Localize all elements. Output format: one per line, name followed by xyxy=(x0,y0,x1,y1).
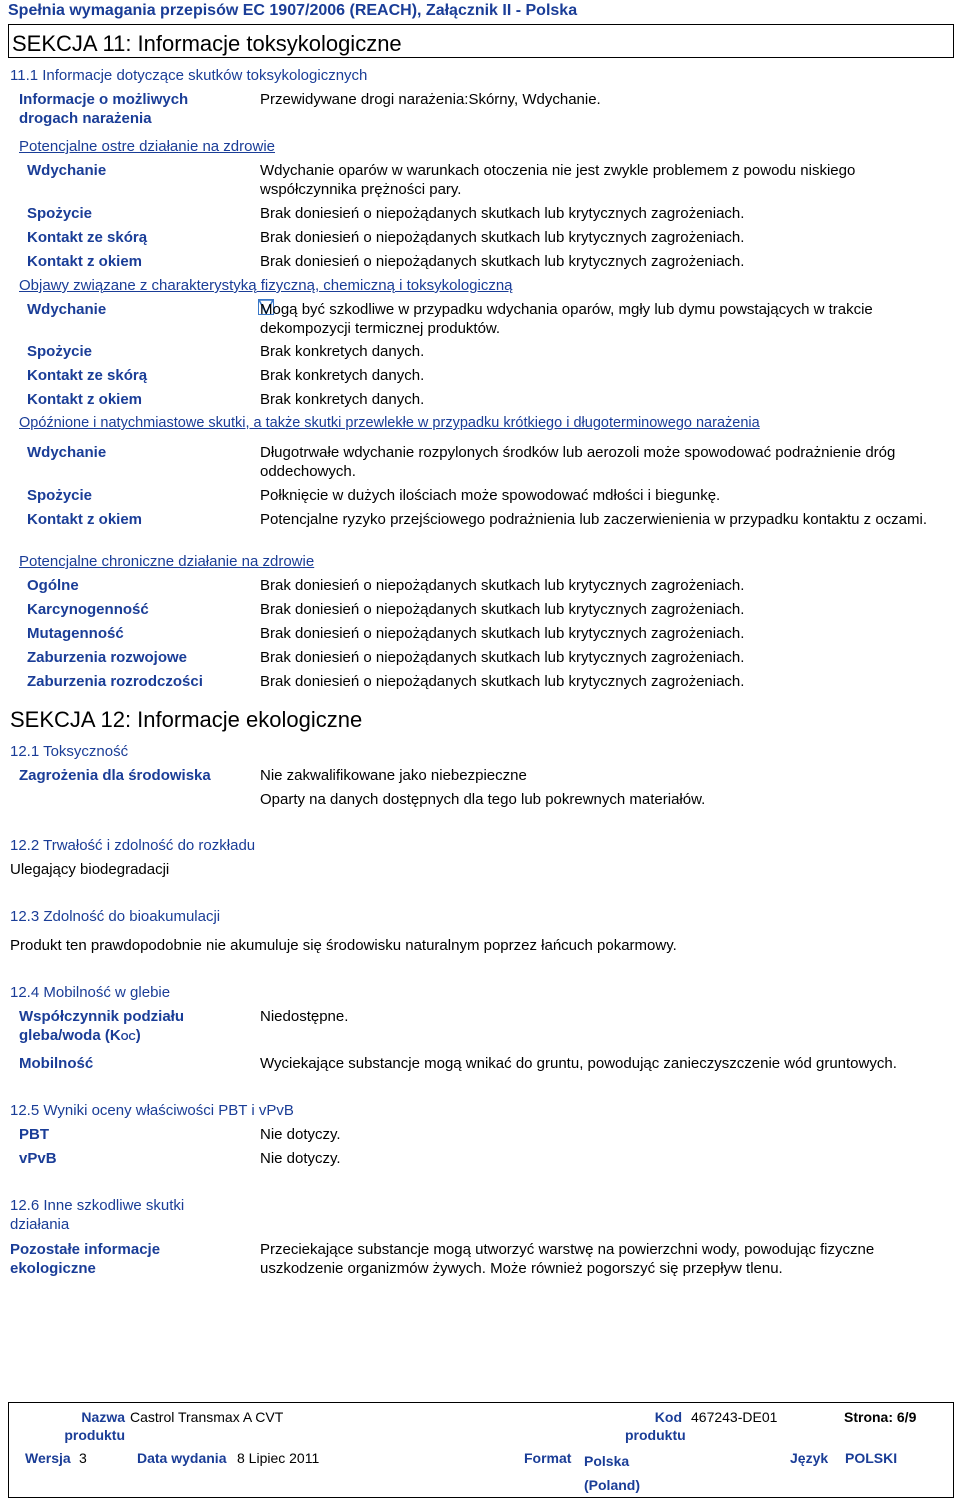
acute-label: Spożycie xyxy=(27,205,93,222)
symptoms-heading: Objawy związane z charakterystyką fizyczną, chemiczną i toksykologiczną xyxy=(19,277,513,294)
product-code-value: 467243-DE01 xyxy=(691,1409,778,1425)
acute-value: Brak doniesień o niepożądanych skutkach lub krytycznych zagrożeniach. xyxy=(260,229,745,246)
chronic-value: Brak doniesień o niepożądanych skutkach lub krytycznych zagrożeniach. xyxy=(260,577,745,594)
page-number: Strona: 6/9 xyxy=(844,1409,917,1425)
format-value: Polska (Poland) xyxy=(584,1453,640,1493)
chronic-label: Zaburzenia rozwojowe xyxy=(27,649,188,666)
product-name-label: Nazwa produktu xyxy=(64,1409,125,1443)
delayed-label: Kontakt z okiem xyxy=(27,511,143,528)
biodegradability-value: Ulegający biodegradacji xyxy=(10,861,170,878)
mobility-label: Mobilność xyxy=(19,1055,94,1072)
product-name-value: Castrol Transmax A CVT xyxy=(130,1409,284,1425)
symptoms-label: Wdychanie xyxy=(27,301,107,318)
version-label: Wersja xyxy=(25,1450,71,1466)
acute-value: Brak doniesień o niepożądanych skutkach lub krytycznych zagrożeniach. xyxy=(260,205,745,222)
issue-date-value: 8 Lipiec 2011 xyxy=(237,1450,320,1466)
subsection-12-3: 12.3 Zdolność do bioakumulacji xyxy=(10,908,221,925)
env-hazard-value: Nie zakwalifikowane jako niebezpieczne xyxy=(260,767,527,784)
delayed-heading: Opóźnione i natychmiastowe skutki, a także skutki przewlekłe w przypadku krótkiego i długoterminowego narażenia xyxy=(19,415,760,431)
pbt-label: PBT xyxy=(19,1126,49,1143)
subsection-12-5: 12.5 Wyniki oceny właściwości PBT i vPvB xyxy=(10,1102,294,1119)
chronic-heading: Potencjalne chroniczne działanie na zdrowie xyxy=(19,553,315,570)
subsection-12-1: 12.1 Toksyczność xyxy=(10,743,129,760)
symptoms-value: Brak konkretych danych. xyxy=(260,391,425,408)
product-code-label: Kod produktu xyxy=(625,1409,686,1443)
language-value: POLSKI xyxy=(845,1450,898,1466)
symptoms-label: Kontakt z okiem xyxy=(27,391,143,408)
env-hazard-label: Zagrożenia dla środowiska xyxy=(19,767,211,784)
chronic-label: Zaburzenia rozrodczości xyxy=(27,673,203,690)
bioaccumulation-value: Produkt ten prawdopodobnie nie akumuluje się środowisku naturalnym poprzez łańcuch pokarmowy. xyxy=(10,937,677,954)
acute-label: Kontakt ze skórą xyxy=(27,229,148,246)
symptoms-value: Mogą być szkodliwe w przypadku wdychania oparów, mgły lub dymu powstających w trakcie dekompozycji termicznej produktów. xyxy=(260,301,873,337)
chronic-value: Brak doniesień o niepożądanych skutkach lub krytycznych zagrożeniach. xyxy=(260,601,745,618)
chronic-label: Mutagenność xyxy=(27,625,124,642)
symptoms-value: Brak konkretych danych. xyxy=(260,367,425,384)
exposure-value: Przewidywane drogi narażenia:Skórny, Wdychanie. xyxy=(260,91,601,108)
pbt-value: Nie dotyczy. xyxy=(260,1126,341,1143)
section-12-title: SEKCJA 12: Informacje ekologiczne xyxy=(10,707,363,732)
acute-label: Wdychanie xyxy=(27,162,107,179)
exposure-label: Informacje o możliwych drogach narażenia xyxy=(19,91,189,127)
mobility-value: Wyciekające substancje mogą wnikać do gruntu, powodując zanieczyszczenie wód gruntowych. xyxy=(260,1055,897,1072)
regulation-header: Spełnia wymagania przepisów EC 1907/2006 (REACH), Załącznik II - Polska xyxy=(8,2,578,19)
symptoms-value: Brak konkretych danych. xyxy=(260,343,425,360)
issue-date-label: Data wydania xyxy=(137,1450,227,1466)
chronic-value: Brak doniesień o niepożądanych skutkach lub krytycznych zagrożeniach. xyxy=(260,673,745,690)
chronic-label: Ogólne xyxy=(27,577,79,594)
delayed-label: Wdychanie xyxy=(27,444,107,461)
koc-value: Niedostępne. xyxy=(260,1008,349,1025)
delayed-value: Potencjalne ryzyko przejściowego podrażnienia lub zaczerwienienia w przypadku kontaktu z oczami. xyxy=(260,511,928,528)
delayed-label: Spożycie xyxy=(27,487,93,504)
koc-label: Współczynnik podziału gleba/woda (KOC) xyxy=(19,1008,185,1044)
vpvb-label: vPvB xyxy=(19,1150,57,1167)
symptoms-label: Kontakt ze skórą xyxy=(27,367,148,384)
version-value: 3 xyxy=(79,1450,87,1466)
acute-value: Brak doniesień o niepożądanych skutkach lub krytycznych zagrożeniach. xyxy=(260,253,745,270)
language-label: Język xyxy=(790,1450,829,1466)
acute-value: Wdychanie oparów w warunkach otoczenia nie jest zwykle problemem z powodu niskiego współczynnika prężności pary. xyxy=(260,162,856,198)
delayed-value: Długotrwałe wdychanie rozpylonych środków lub aerozoli może spowodować podrażnienie dróg oddechowych. xyxy=(260,444,896,480)
subsection-12-6: 12.6 Inne szkodliwe skutki działania xyxy=(10,1197,185,1233)
vpvb-value: Nie dotyczy. xyxy=(260,1150,341,1167)
chronic-value: Brak doniesień o niepożądanych skutkach lub krytycznych zagrożeniach. xyxy=(260,625,745,642)
other-eco-value: Przeciekające substancje mogą utworzyć warstwę na powierzchni wody, powodując fizyczne uszkodzenie organizmów żywych. Może również pogorszyć się przepływ tlenu. xyxy=(260,1241,875,1277)
format-label: Format xyxy=(524,1450,572,1466)
chronic-value: Brak doniesień o niepożądanych skutkach lub krytycznych zagrożeniach. xyxy=(260,649,745,666)
acute-heading: Potencjalne ostre działanie na zdrowie xyxy=(19,138,275,155)
acute-label: Kontakt z okiem xyxy=(27,253,143,270)
subsection-11-1: 11.1 Informacje dotyczące skutków toksykologicznych xyxy=(10,67,368,84)
footer-box xyxy=(8,1402,954,1498)
other-eco-label: Pozostałe informacje ekologiczne xyxy=(10,1241,161,1277)
chronic-label: Karcynogenność xyxy=(27,601,149,618)
subsection-12-2: 12.2 Trwałość i zdolność do rozkładu xyxy=(10,837,256,854)
symptoms-label: Spożycie xyxy=(27,343,93,360)
delayed-value: Połknięcie w dużych ilościach może spowodować mdłości i biegunkę. xyxy=(260,487,721,504)
subsection-12-4: 12.4 Mobilność w glebie xyxy=(10,984,171,1001)
env-hazard-note: Oparty na danych dostępnych dla tego lub pokrewnych materiałów. xyxy=(260,791,706,808)
section-11-title: SEKCJA 11: Informacje toksykologiczne xyxy=(12,31,402,56)
